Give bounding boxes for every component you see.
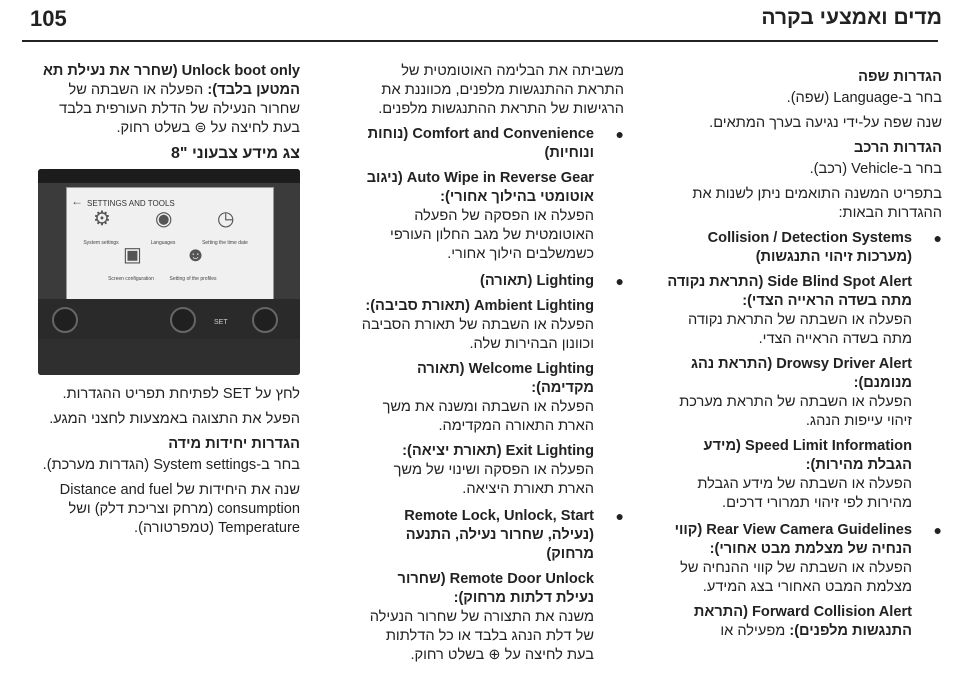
infotainment-screen-illustration (38, 169, 300, 375)
color-display-heading: צג מידע צבעוני "8 (171, 145, 300, 162)
rear-camera-title: ● Rear View Camera Guidelines (קווי הנחיה של מצלמת מבט אחורי): (674, 522, 912, 557)
remote-title: ● Remote Lock, Unlock, Start (נעילה, שחרור נעילה, התנעה מרחוק) (404, 508, 594, 562)
blind-spot-title: Side Blind Spot Alert (התראת נקודה מתה בשדה הראייה הצדי): (667, 274, 912, 309)
volume-knob-icon (52, 307, 78, 333)
screen-item-label: System settings (83, 240, 119, 246)
comfort-bullet (360, 125, 624, 264)
profile-icon: ☻ (185, 244, 207, 266)
language-description: שנה שפה על-ידי נגיעה בערך המתאים. (709, 115, 942, 131)
forward-collision-continued: משביתה את הבלימה האוטומטית של התראת ההתנגשות מלפנים, מכווננת את הרגישות של התראת ההתנגשות מלפנים. (378, 63, 624, 117)
rear-camera-bullet (664, 521, 942, 641)
vehicle-instruction: בחר ב-Vehicle (רכב). (809, 161, 942, 177)
collision-title: ● Collision / Detection Systems (מערכות זיהוי התנגשות) (707, 230, 912, 265)
drowsy-title: Drowsy Driver Alert (התראת נהג מנומנם): (690, 356, 912, 391)
tune-knob-icon (252, 307, 278, 333)
nav-knob-icon (170, 307, 196, 333)
door-unlock-text: משנה את התצורה של שחרור הנעילה של דלת הנהג בלבד או כל הדלתות בעת לחיצה על ⊕ בשלט רחוק. (369, 609, 594, 663)
language-heading: הגדרות שפה (858, 69, 942, 85)
units-instruction: בחר ב-System settings (הגדרות מערכת). (42, 457, 300, 473)
autowipe-title: Auto Wipe in Reverse Gear (ניגוב אוטומטי בהילוך אחורי): (366, 170, 594, 205)
exit-title: Exit Lighting (תאורת יציאה): (402, 443, 594, 459)
speed-limit-title: Speed Limit Information (מידע הגבלת מהירות): (703, 438, 912, 473)
ambient-title: Ambient Lighting (תאורת סביבה): (365, 298, 594, 314)
unlock-boot-title: Unlock boot only (שחרר את נעילת תא המטען בלבד): (42, 63, 300, 98)
units-description: שנה את היחידות של Distance and fuel consumption (מרחק וצריכת דלק) ושל Temperature (טמפרטורה). (59, 482, 300, 536)
clock-icon: ◷ (217, 208, 235, 230)
forward-collision-para (664, 603, 912, 641)
autowipe-text: הפעלה או הפסקה של הפעלה האוטומטית של מגב החלון העורפי כשמשלבים הילוך אחורי. (390, 208, 594, 262)
remote-bullet (360, 507, 624, 665)
language-icon: ◉ (155, 208, 173, 230)
screen-item-label: Setting the time date (202, 240, 248, 246)
door-unlock-title: Remote Door Unlock (שחרור נעילת דלתות מרחוק): (397, 571, 594, 606)
vehicle-heading: הגדרות הרכב (854, 140, 942, 156)
lighting-title: ● Lighting (תאורה) (480, 273, 594, 289)
screen-item-label: Setting of the profiles (169, 276, 217, 282)
page-number: 105 (30, 6, 67, 31)
header-rule (22, 40, 938, 42)
rear-camera-text: הפעלה או השבתה של קווי ההנחיה של מצלמת המבט האחורי בצג המידע. (680, 560, 912, 595)
language-instruction: בחר ב-Language (שפה). (786, 90, 942, 106)
gear-icon: ⚙ (93, 208, 111, 230)
back-arrow-icon: ← (71, 194, 83, 208)
column-right (664, 62, 942, 649)
speed-limit-text: הפעלה או השבתה של מידע הגבלת מהירות לפי זיהוי תמרורי דרכים. (697, 476, 912, 511)
lighting-bullet (360, 272, 624, 499)
page-title: מדים ואמצעי בקרה (761, 6, 942, 29)
column-left (30, 62, 300, 544)
screen-display (66, 187, 274, 301)
unlock-boot-para (30, 62, 300, 138)
forward-collision-title: Forward Collision Alert (התראת התנגשות מלפנים): (693, 604, 912, 639)
welcome-title: Welcome Lighting (תאורה מקדימה): (417, 361, 594, 396)
screen-item-label: Languages (150, 240, 176, 246)
column-middle (360, 62, 624, 673)
ambient-text: הפעלה או השבתה של תאורת הסביבה וכוונון הבהירות שלה. (361, 317, 594, 352)
touch-instruction: הפעל את התצוגה באמצעות לחצני המגע. (49, 411, 300, 427)
screen-title: SETTINGS AND TOOLS (87, 199, 175, 208)
units-heading: הגדרות יחידות מידה (168, 436, 300, 452)
collision-bullet (664, 229, 942, 513)
unlock-boot-text: הפעלה או השבתה של שחרור הנעילה של הדלת העורפית בלבד בעת לחיצה על ⊜ בשלט רחוק. (59, 82, 300, 136)
blind-spot-text: הפעלה או השבתה של התראת נקודה מתה בשדה הראייה הצדי. (688, 312, 912, 347)
set-instruction: לחץ על SET לפתיחת תפריט ההגדרות. (62, 386, 300, 402)
screen-bezel-top (38, 169, 300, 183)
set-button-label: SET (214, 319, 228, 326)
screen-item-label: Screen configuration (108, 276, 154, 282)
comfort-title: ● Comfort and Convenience (נוחות ונוחיות) (367, 126, 594, 161)
screen-config-icon: ▣ (123, 244, 142, 266)
exit-text: הפעלה או הפסקה ושינוי של משך הארת תאורת היציאה. (393, 462, 594, 497)
vehicle-description: בתפריט המשנה התואמים ניתן לשנות את ההגדרות הבאות: (692, 186, 942, 221)
forward-collision-text: מפעילה או (720, 623, 786, 639)
welcome-text: הפעלה או השבתה ומשנה את משך הארת התאורה המקדימה. (382, 399, 594, 434)
dashboard-lower (38, 339, 300, 375)
drowsy-text: הפעלה או השבתה של התראת מערכת זיהוי עייפות הנהג. (679, 394, 912, 429)
